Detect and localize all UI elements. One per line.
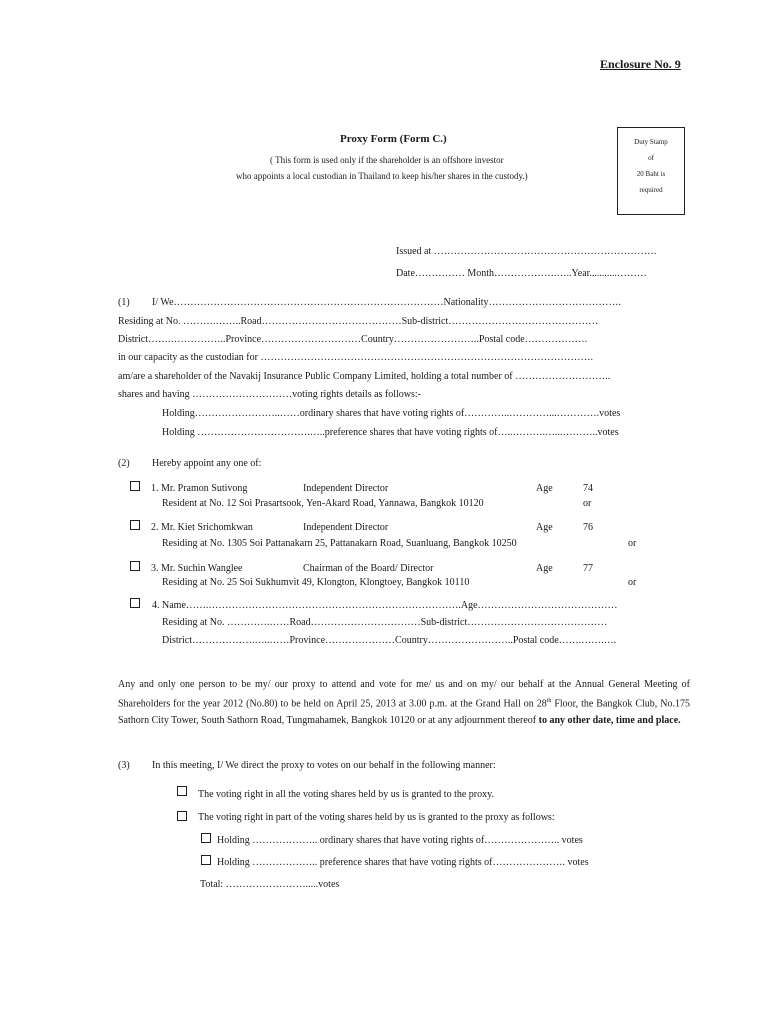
- form-title: Proxy Form (Form C.): [340, 133, 447, 145]
- director3-checkbox[interactable]: [130, 561, 140, 571]
- director1-age-label: Age: [536, 483, 553, 494]
- preference-holding-field[interactable]: Holding …………………………….…..preference shares that have voting rights of…..……….…...………..votes: [162, 427, 619, 438]
- director2-age-label: Age: [536, 522, 553, 533]
- preference-votes-checkbox[interactable]: [201, 855, 211, 865]
- director2-age: 76: [583, 522, 593, 533]
- vote-all-label: The voting right in all the voting shares held by us is granted to the proxy.: [198, 789, 494, 800]
- stamp-line: Duty Stamp: [634, 138, 668, 146]
- vote-part-checkbox[interactable]: [177, 811, 187, 821]
- ordinary-holding-field[interactable]: Holding……………………..……ordinary shares that have voting rights of…………..…………...………….votes: [162, 408, 621, 419]
- date-field[interactable]: Date…………… Month……………….…..Year...........………: [396, 268, 647, 279]
- stamp-line: of: [648, 154, 654, 162]
- paragraph-text-a: Any and only one person to be my/ our proxy to attend and vote for me/ us and on my/ our behalf at the Annual General Meeting of Shareholders for the year 2012 (No.80) to be held on April 25, 2013 at 3.00 p.m. at the Grand Hall on 28: [118, 679, 690, 710]
- enclosure-label: Enclosure No. 9: [600, 57, 681, 71]
- director2-address: Residing at No. 1305 Soi Pattanakarn 25, Pattanakarn Road, Suanluang, Bangkok 10250: [162, 538, 517, 549]
- director1-address: Resident at No. 12 Soi Prasartsook, Yen-Akard Road, Yannawa, Bangkok 10120: [162, 498, 484, 509]
- ordinary-votes-checkbox[interactable]: [201, 833, 211, 843]
- other-proxy-residing-field[interactable]: Residing at No. ………….……Road……………………………Sub-district……………………………………: [162, 617, 608, 628]
- other-proxy-name-field[interactable]: 4. Name…….………………………………………………………………….Age……………………………………: [152, 600, 618, 611]
- paragraph-bold-text: to any other date, time and place.: [538, 715, 681, 727]
- director1-checkbox[interactable]: [130, 481, 140, 491]
- form-subtitle-line1: ( This form is used only if the shareholder is an offshore investor: [270, 155, 504, 165]
- custodian-field[interactable]: in our capacity as the custodian for ……………………………………………………………………………………….: [118, 352, 593, 363]
- voting-rights-field[interactable]: shares and having …………………………voting rights details as follows:-: [118, 389, 422, 400]
- paragraph-text-b: Floor, the Bangkok Club, No.175 Sathorn City Tower, South Sathorn Road, Tungmahamek, Bangkok 10120 or at any adjournment thereof: [118, 698, 690, 727]
- residing-field[interactable]: Residing at No. ……….……..Road……………………………………Sub-district………………………………………: [118, 316, 599, 327]
- form-subtitle-line2: who appoints a local custodian in Thailand to keep his/her shares in the custody.): [236, 171, 528, 181]
- director1-name: 1. Mr. Pramon Sutivong: [151, 483, 248, 494]
- proxy-authorization-paragraph: [118, 676, 690, 729]
- duty-stamp-box: [617, 127, 685, 215]
- stamp-line: required: [639, 186, 663, 194]
- section2-heading: Hereby appoint any one of:: [152, 458, 262, 469]
- director3-name: 3. Mr. Suchin Wanglee: [151, 563, 243, 574]
- director2-name: 2. Mr. Kiet Srichomkwan: [151, 522, 253, 533]
- director3-or: or: [628, 577, 637, 588]
- director2-or: or: [628, 538, 637, 549]
- director3-age: 77: [583, 563, 593, 574]
- total-votes-field[interactable]: Total: …………………….....votes: [200, 879, 340, 890]
- director1-age: 74: [583, 483, 593, 494]
- section3-heading: In this meeting, I/ We direct the proxy to votes on our behalf in the following manner:: [152, 760, 496, 771]
- director2-position: Independent Director: [303, 522, 389, 533]
- other-proxy-district-field[interactable]: District……………….…..……Province…………………Country……………………..Postal code…….…….….: [162, 635, 617, 646]
- district-field[interactable]: District…….……………..Province…………………………Country……………………..Postal code……………….: [118, 334, 588, 345]
- issued-at-field[interactable]: Issued at ………………………………………………………….: [396, 246, 657, 257]
- director3-address: Residing at No. 25 Soi Sukhumvit 49, Klongton, Klongtoey, Bangkok 10110: [162, 577, 470, 588]
- section3-number: (3): [118, 760, 130, 771]
- shareholder-field[interactable]: am/are a shareholder of the Navakij Insurance Public Company Limited, holding a total number of ………………………..: [118, 371, 611, 382]
- preference-votes-field[interactable]: Holding ……………….. preference shares that have voting rights of…………………. votes: [217, 857, 589, 868]
- director3-position: Chairman of the Board/ Director: [303, 563, 434, 574]
- director2-checkbox[interactable]: [130, 520, 140, 530]
- other-proxy-checkbox[interactable]: [130, 598, 140, 608]
- name-nationality-field[interactable]: I/ We………………………………………………………………………Nationality………………………………….: [152, 297, 621, 308]
- section1-number: (1): [118, 297, 130, 308]
- ordinary-votes-field[interactable]: Holding ……………….. ordinary shares that have voting rights of………………….. votes: [217, 835, 583, 846]
- stamp-line: 20 Baht is: [636, 170, 666, 178]
- paragraph-superscript: th: [546, 698, 552, 704]
- vote-all-checkbox[interactable]: [177, 786, 187, 796]
- director1-or: or: [583, 498, 592, 509]
- director1-position: Independent Director: [303, 483, 389, 494]
- vote-part-label: The voting right in part of the voting shares held by us is granted to the proxy as follows:: [198, 812, 555, 823]
- section2-number: (2): [118, 458, 130, 469]
- director3-age-label: Age: [536, 563, 553, 574]
